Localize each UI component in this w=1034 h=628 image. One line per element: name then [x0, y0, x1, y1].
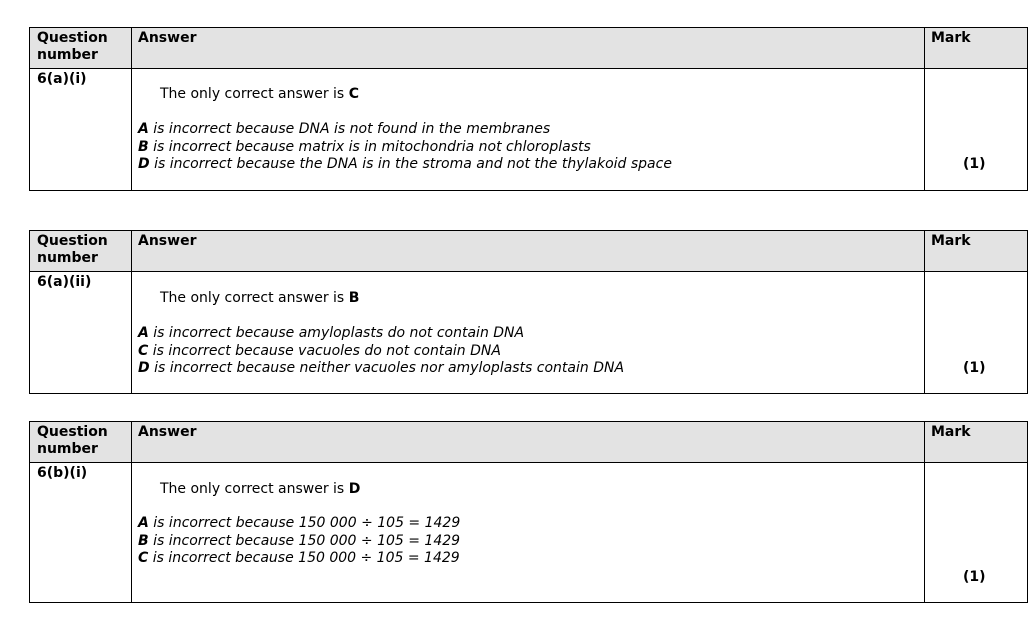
correct-answer-prefix: The only correct answer is [160, 481, 345, 497]
table-header-row [30, 231, 1028, 272]
mark-cell [925, 69, 1028, 191]
correct-answer-prefix: The only correct answer is [160, 290, 345, 306]
reason-letter: A [138, 325, 149, 341]
correct-answer-line [160, 290, 359, 306]
reason-letter: C [138, 550, 149, 566]
mark-cell [925, 463, 1028, 603]
reason-letter: D [138, 360, 150, 376]
reason-letter: B [138, 532, 149, 549]
mark-value: (1) [963, 360, 986, 376]
reason-line [138, 550, 460, 568]
reason-text: is incorrect because matrix is in mitochondria not chloroplasts [153, 138, 591, 155]
correct-answer-letter: C [348, 86, 359, 102]
reason-text: is incorrect because neither vacuoles nor amyloplasts contain DNA [154, 360, 625, 376]
reason-text: is incorrect because 150 000 ÷ 105 = 1429 [153, 532, 461, 549]
answer-header: Answer [132, 231, 925, 272]
mark-header: Mark [925, 28, 1028, 69]
reason-text: is incorrect because 150 000 ÷ 105 = 1429 [153, 515, 461, 531]
correct-answer-prefix: The only correct answer is [160, 86, 345, 102]
reason-line [138, 139, 672, 157]
reason-letter: C [138, 342, 149, 359]
answer-header: Answer [132, 28, 925, 69]
reason-line [138, 343, 624, 361]
reason-line [138, 156, 672, 174]
question-number: 6(b)(i) [30, 463, 132, 603]
answer-cell [132, 463, 925, 603]
correct-answer-letter: B [348, 290, 360, 306]
reason-text: is incorrect because 150 000 ÷ 105 = 1429 [152, 550, 460, 566]
question-number: 6(a)(ii) [30, 272, 132, 394]
mark-scheme-table-6ai [29, 27, 1028, 191]
reason-text: is incorrect because vacuoles do not contain DNA [152, 342, 501, 359]
answer-header: Answer [132, 422, 925, 463]
table-header-row [30, 28, 1028, 69]
mark-header: Mark [925, 231, 1028, 272]
reason-letter: A [138, 515, 149, 531]
answer-cell [132, 69, 925, 191]
mark-scheme-table-6aii [29, 230, 1028, 394]
reason-line [138, 515, 460, 533]
reason-line [138, 121, 672, 139]
distractor-reasons [138, 325, 624, 378]
reason-text: is incorrect because amyloplasts do not contain DNA [153, 325, 525, 341]
answer-row [30, 272, 1028, 394]
reason-line [138, 533, 460, 551]
reason-text: is incorrect because the DNA is in the stroma and not the thylakoid space [154, 156, 672, 172]
distractor-reasons [138, 515, 460, 568]
reason-letter: B [138, 138, 149, 155]
table-header-row [30, 422, 1028, 463]
question-number-header: Question number [30, 28, 132, 69]
mark-header: Mark [925, 422, 1028, 463]
answer-row [30, 463, 1028, 603]
reason-line [138, 325, 624, 343]
correct-answer-line [160, 481, 360, 497]
reason-text: is incorrect because DNA is not found in the membranes [153, 121, 551, 137]
reason-letter: D [138, 156, 150, 172]
question-number-header: Question number [30, 422, 132, 463]
reason-letter: A [138, 121, 149, 137]
correct-answer-letter: D [348, 481, 361, 497]
reason-line [138, 360, 624, 378]
distractor-reasons [138, 121, 672, 174]
mark-value: (1) [963, 569, 986, 585]
mark-value: (1) [963, 156, 986, 172]
mark-cell [925, 272, 1028, 394]
question-number: 6(a)(i) [30, 69, 132, 191]
answer-cell [132, 272, 925, 394]
answer-row [30, 69, 1028, 191]
question-number-header: Question number [30, 231, 132, 272]
correct-answer-line [160, 86, 359, 102]
mark-scheme-table-6bi [29, 421, 1028, 603]
